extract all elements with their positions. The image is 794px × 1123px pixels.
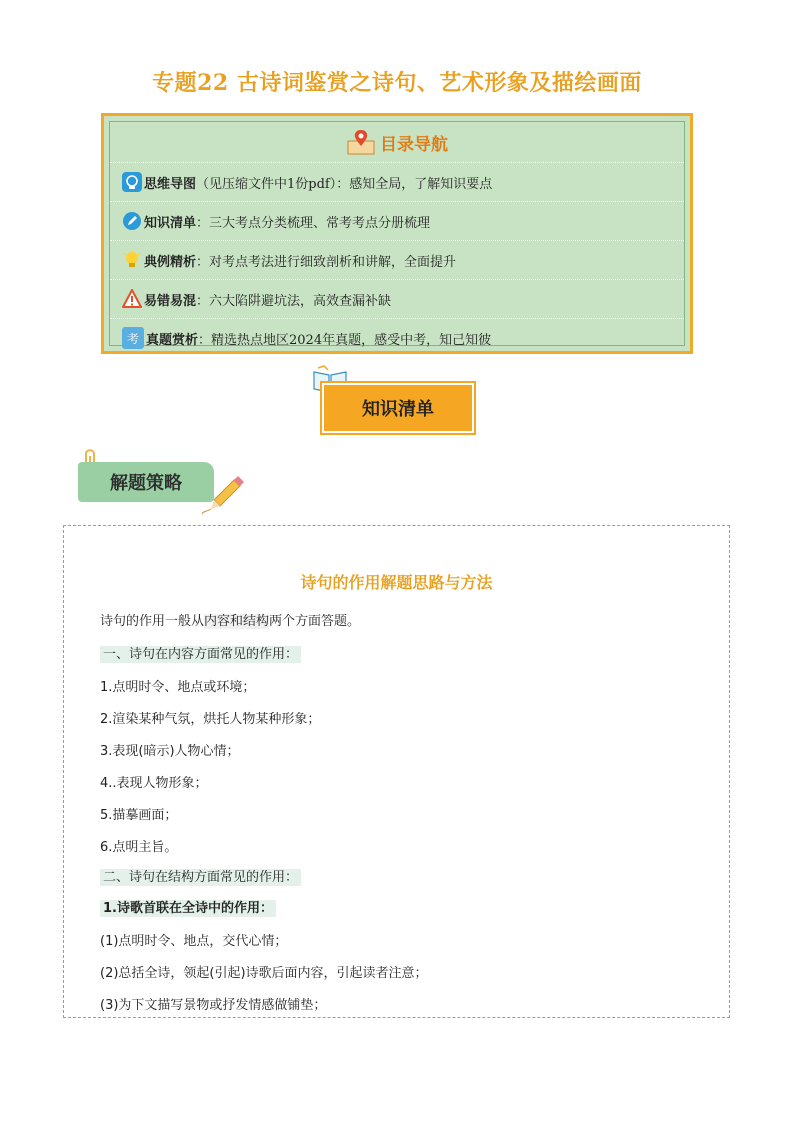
section-heading-structure: 二、诗句在结构方面常见的作用： — [100, 866, 301, 885]
table-of-contents — [101, 113, 693, 354]
toc-row-examples: 典例精析 ：对考点考法进行细致剖析和讲解，全面提升 — [110, 241, 684, 280]
toc-row-pitfalls: 易错易混 ：六大陷阱避坑法，高效查漏补缺 — [110, 280, 684, 319]
intro-paragraph: 诗句的作用一般从内容和结构两个方面答题。 — [100, 614, 361, 629]
toc-row-knowledge: 知识清单 ：三大考点分类梳理、常考考点分册梳理 — [110, 202, 684, 241]
warning-icon — [122, 289, 142, 309]
list-item: 1.点明时令、地点或环境； — [100, 680, 256, 695]
page-title: 专题22 古诗词鉴赏之诗句、艺术形象及描绘画面 — [152, 70, 642, 96]
solution-content-box — [63, 525, 730, 1018]
toc-heading — [110, 122, 684, 163]
pencil-circle-icon — [122, 211, 142, 231]
sub-heading-first-couplet: 1.诗歌首联在全诗中的作用： — [100, 897, 276, 916]
section-label-knowledge-list: 知识清单 — [322, 383, 474, 433]
lightbulb-icon — [122, 250, 142, 270]
list-item: (1)点明时令、地点，交代心情； — [100, 934, 288, 949]
toc-row-real-exams: 考 真题赏析 ：精选热点地区2024年真题，感受中考，知己知彼 — [110, 319, 684, 357]
list-item: (2)总括全诗，领起(引起)诗歌后面内容，引起读者注意； — [100, 966, 428, 981]
list-item: 6.点明主旨。 — [100, 840, 178, 855]
brain-head-icon — [122, 172, 142, 192]
strategy-tag: 解题策略 — [78, 462, 214, 502]
list-item: (3)为下文描写景物或抒发情感做铺垫； — [100, 998, 327, 1013]
list-item: 4..表现人物形象； — [100, 776, 208, 791]
toc-heading-text: 目录导航 — [380, 134, 448, 155]
section-heading-content: 一、诗句在内容方面常见的作用： — [100, 643, 301, 662]
pencil-icon — [200, 470, 250, 516]
list-item: 5.描摹画面； — [100, 808, 178, 823]
content-title: 诗句的作用解题思路与方法 — [300, 573, 493, 592]
list-item: 2.渲染某种气氛，烘托人物某种形象； — [100, 712, 321, 727]
list-item: 3.表现(暗示)人物心情； — [100, 744, 240, 759]
exam-badge-icon: 考 — [122, 327, 144, 349]
map-pin-icon — [346, 127, 376, 157]
toc-row-mindmap: 思维导图 （见压缩文件中1份pdf）：感知全局，了解知识要点 — [110, 163, 684, 202]
